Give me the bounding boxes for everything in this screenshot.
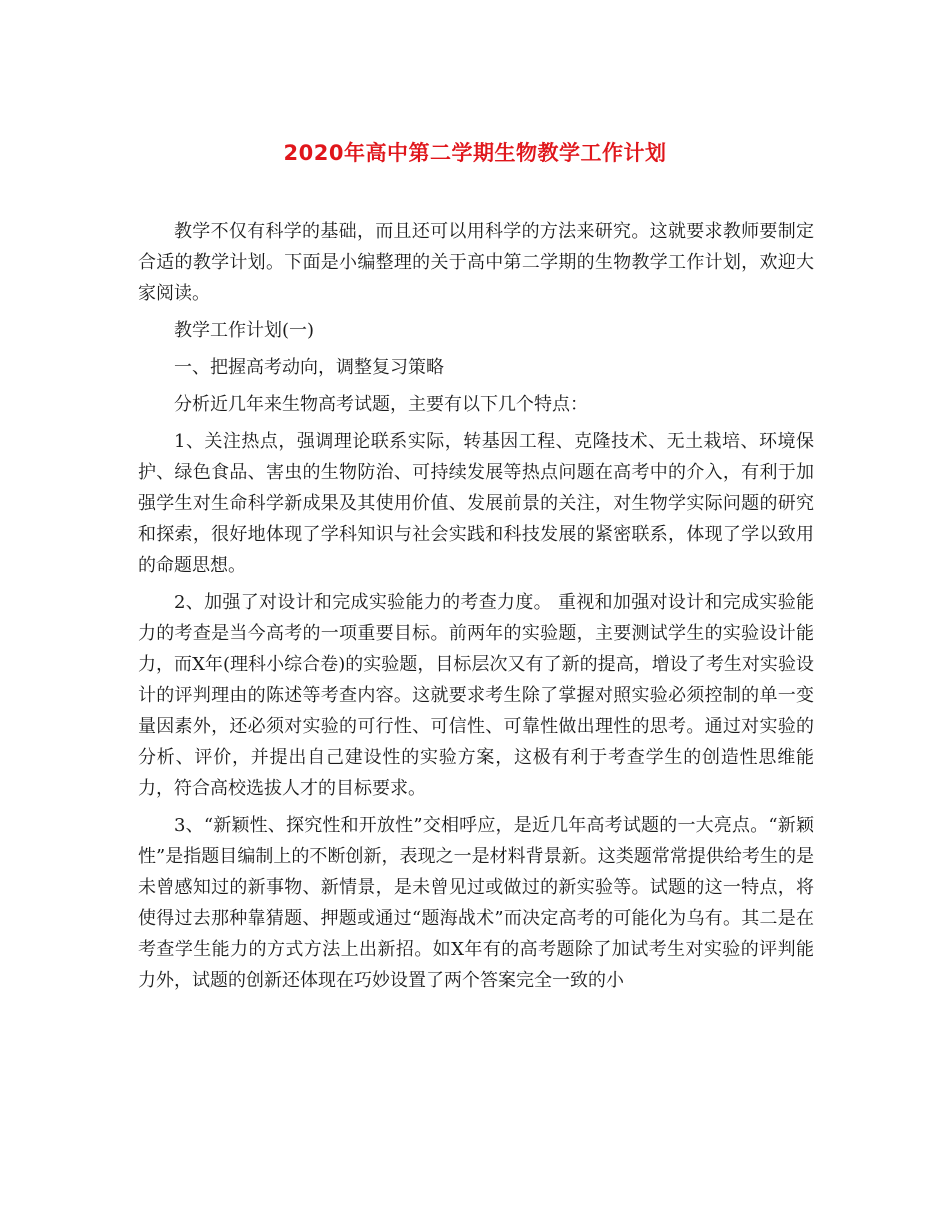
paragraph-point-2: 2、加强了对设计和完成实验能力的考查力度。 重视和加强对设计和完成实验能力的考查是当今高考的一项重要目标。前两年的实验题，主要测试学生的实验设计能力，而X年(理科小综合卷)的实验题，目标层次又有了新的提高，增设了考生对实验设计的评判理由的陈述等考查内容。这就要求考生除了掌握对照实验必须控制的单一变量因素外，还必须对实验的可行性、可信性、可靠性做出理性的思考。通过对实验的分析、评价，并提出自己建设性的实验方案，这极有利于考查学生的创造性思维能力，符合高校选拔人才的目标要求。: [138, 592, 814, 799]
paragraph-intro: 教学不仅有科学的基础，而且还可以用科学的方法来研究。这就要求教师要制定合适的教学计划。下面是小编整理的关于高中第二学期的生物教学工作计划，欢迎大家阅读。: [138, 221, 814, 304]
paragraph-analysis-lead: 分析近几年来生物高考试题，主要有以下几个特点：: [174, 394, 588, 415]
document-body: [138, 216, 814, 1002]
paragraph-section-heading: 一、把握高考动向，调整复习策略: [174, 357, 444, 378]
paragraph-plan-heading: 教学工作计划(一): [174, 320, 315, 341]
document-title: 2020年高中第二学期生物教学工作计划: [283, 141, 667, 165]
paragraph-point-1: 1、关注热点，强调理论联系实际，转基因工程、克隆技术、无土栽培、环境保护、绿色食品、害虫的生物防治、可持续发展等热点问题在高考中的介入，有利于加强学生对生命科学新成果及其使用价值、发展前景的关注，对生物学实际问题的研究和探索，很好地体现了学科知识与社会实践和科技发展的紧密联系，体现了学以致用的命题思想。: [138, 431, 814, 576]
paragraph-point-3: 3、“新颖性、探究性和开放性”交相呼应，是近几年高考试题的一大亮点。“新颖性”是指题目编制上的不断创新，表现之一是材料背景新。这类题常常提供给考生的是未曾感知过的新事物、新情景，是未曾见过或做过的新实验等。试题的这一特点，将使得过去那种靠猜题、押题或通过“题海战术”而决定高考的可能化为乌有。其二是在考查学生能力的方式方法上出新招。如X年有的高考题除了加试考生对实验的评判能力外，试题的创新还体现在巧妙设置了两个答案完全一致的小: [138, 815, 814, 991]
